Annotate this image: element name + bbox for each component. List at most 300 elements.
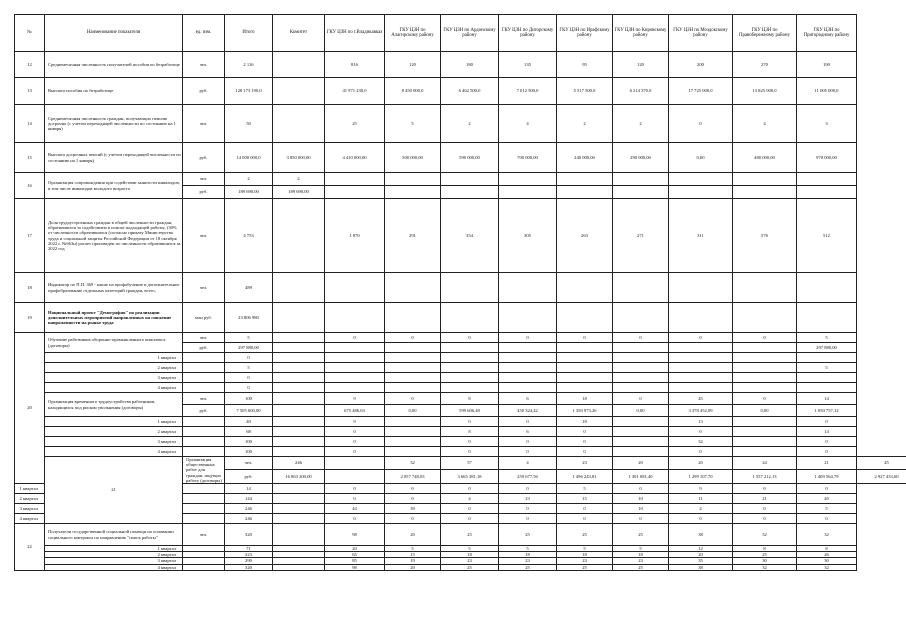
table-cell xyxy=(273,303,325,333)
table-cell xyxy=(325,363,385,373)
table-cell: 4 квартал xyxy=(15,514,45,524)
table-cell: 17 xyxy=(15,199,45,273)
table-cell: 20 xyxy=(385,564,441,570)
table-cell: 4 xyxy=(499,105,557,143)
table-cell: 0 xyxy=(499,484,557,494)
table-cell xyxy=(183,564,225,570)
table-cell: 3 квартал xyxy=(45,437,183,447)
table-cell xyxy=(183,437,225,447)
table-cell: 95 xyxy=(557,52,613,78)
table-cell: 4 квартал xyxy=(45,564,183,570)
table-cell: 8 xyxy=(441,427,499,437)
table-cell xyxy=(441,353,499,363)
table-row xyxy=(15,273,906,303)
table-cell xyxy=(797,186,857,199)
table-cell: 13 xyxy=(15,78,45,105)
table-cell: 599 606,48 xyxy=(441,405,499,417)
table-cell: 970 000,00 xyxy=(797,143,857,173)
table-row xyxy=(15,363,906,373)
table-cell: 100 xyxy=(225,447,273,457)
table-cell: чел. xyxy=(183,273,225,303)
table-cell: 1 557 212,13 xyxy=(733,469,797,483)
table-cell: 0 xyxy=(733,393,797,405)
table-cell: 5 xyxy=(225,363,273,373)
table-cell: 0 xyxy=(797,437,857,447)
table-cell xyxy=(273,78,325,105)
table-cell: 32 xyxy=(797,524,857,546)
table-cell xyxy=(441,303,499,333)
table-cell: 38 xyxy=(669,524,733,546)
table-cell: Национальный проект "Демография" по реализации дополнительных мероприятий направленных на снижение напряженности на рынке труда xyxy=(45,303,183,333)
table-cell: 23 806 980 xyxy=(225,303,273,333)
table-cell: чел. xyxy=(183,199,225,273)
table-cell xyxy=(733,273,797,303)
table-cell xyxy=(613,447,669,457)
table-cell xyxy=(441,383,499,393)
table-cell: 0 xyxy=(441,484,499,494)
table-row xyxy=(15,393,906,405)
table-cell: 5 xyxy=(557,546,613,552)
table-cell: 4 квартал xyxy=(45,447,183,457)
table-cell: Организация временного трудоустройства работников, находящихся под риском увольнения (договоры) xyxy=(45,393,183,417)
table-body xyxy=(15,52,906,571)
table-cell: 23 xyxy=(557,457,613,470)
table-row xyxy=(15,333,906,343)
table-cell: 65 xyxy=(325,552,385,558)
table-cell: 246 xyxy=(273,457,325,470)
table-cell xyxy=(613,353,669,363)
table-cell: 120 xyxy=(385,52,441,78)
table-cell xyxy=(273,494,325,504)
table-cell: 11 xyxy=(669,494,733,504)
table-cell: 0 xyxy=(797,447,857,457)
table-cell xyxy=(613,427,669,437)
table-cell: 21 xyxy=(797,457,857,470)
table-cell: 23 xyxy=(613,558,669,564)
table-cell: чел. xyxy=(183,105,225,143)
table-cell: 4 410 000,00 xyxy=(325,143,385,173)
table-cell: 128 173 190,0 xyxy=(225,78,273,105)
table-cell: 0 xyxy=(669,105,733,143)
table-cell xyxy=(273,333,325,343)
table-cell: 20 xyxy=(669,552,733,558)
table-cell: 23 xyxy=(499,494,557,504)
table-cell xyxy=(669,273,733,303)
table-cell: 16 863 200,00 xyxy=(273,469,325,483)
table-cell: 22 xyxy=(15,524,45,571)
table-cell: 0 xyxy=(613,393,669,405)
report-document xyxy=(14,14,899,571)
table-cell: руб. xyxy=(183,405,225,417)
table-cell xyxy=(733,173,797,186)
table-cell: 20 xyxy=(385,524,441,546)
table-cell: 3 квартал xyxy=(15,504,45,514)
table-cell: 19 xyxy=(15,303,45,333)
table-cell: 30 xyxy=(733,558,797,564)
table-cell xyxy=(385,186,441,199)
table-cell: 0 xyxy=(385,484,441,494)
column-header: Комитет xyxy=(273,15,325,52)
table-cell: 15 xyxy=(557,494,613,504)
table-cell xyxy=(273,514,325,524)
table-cell: 5 xyxy=(797,333,857,343)
table-cell: 9 xyxy=(325,393,385,405)
table-cell: 20 xyxy=(613,457,669,470)
table-cell: 0 xyxy=(557,427,613,437)
table-cell xyxy=(557,303,613,333)
table-cell: 25 xyxy=(325,105,385,143)
table-cell: 354 xyxy=(441,199,499,273)
table-cell: 0 xyxy=(557,504,613,514)
table-cell: 0 xyxy=(557,437,613,447)
table-cell: 32 xyxy=(385,457,441,470)
table-cell: 26 xyxy=(797,552,857,558)
table-cell: 32 xyxy=(733,564,797,570)
table-cell xyxy=(183,504,225,514)
table-cell: 0 xyxy=(325,427,385,437)
table-cell: 816 xyxy=(325,52,385,78)
table-cell: 25 xyxy=(733,552,797,558)
table-cell xyxy=(183,417,225,427)
table-cell: 200 xyxy=(669,52,733,78)
table-cell: 21 xyxy=(733,494,797,504)
table-cell xyxy=(325,173,385,186)
table-cell: 0 xyxy=(441,333,499,343)
table-cell: 9 xyxy=(669,484,733,494)
table-row xyxy=(15,373,906,383)
table-cell: 41 971 230,0 xyxy=(325,78,385,105)
table-cell: Обучение работников оборонно-промышленного комплекса (договоры) xyxy=(45,333,183,353)
table-cell: 246 xyxy=(225,504,273,514)
table-cell: Доля трудоустроенных граждан в общей численности граждан, обратившихся за содействием в поиске подходящей работы, (30% от численности обратившихся (согласно приказу Министерства труда и социальной защиты Российской Федерации от 18 октября 2022 г. №663н) расчет произведен по численности обратившихся за 2022 год xyxy=(45,199,183,273)
table-cell: 700 000,00 xyxy=(499,143,557,173)
table-cell: 3 665 381,18 xyxy=(441,469,499,483)
table-cell: 675 486,63 xyxy=(325,405,385,417)
table-cell: 25 xyxy=(613,564,669,570)
table-cell: руб. xyxy=(183,343,225,353)
table-cell: 0 xyxy=(325,437,385,447)
table-cell: 0 xyxy=(225,373,273,383)
table-cell xyxy=(273,405,325,417)
table-cell: 1 301 081,40 xyxy=(613,469,669,483)
table-cell: 98 xyxy=(325,524,385,546)
table-cell: 290 000,00 xyxy=(613,143,669,173)
table-row xyxy=(15,303,906,333)
table-cell: 1 299 107,70 xyxy=(669,469,733,483)
table-cell: 0,00 xyxy=(733,405,797,417)
table-cell: 7 505 600,00 xyxy=(225,405,273,417)
table-cell: 291 xyxy=(385,199,441,273)
table-cell xyxy=(183,484,225,494)
table-cell xyxy=(273,437,325,447)
table-cell xyxy=(733,427,797,437)
table-cell: 1 квартал xyxy=(45,353,183,363)
table-cell: 0 xyxy=(325,447,385,457)
table-cell: руб. xyxy=(225,469,273,483)
table-cell xyxy=(557,343,613,353)
table-cell xyxy=(183,514,225,524)
table-cell: 1 496 243,81 xyxy=(557,469,613,483)
table-cell: 5 517 500,0 xyxy=(557,78,613,105)
table-cell xyxy=(613,373,669,383)
table-cell: 1 870 xyxy=(325,199,385,273)
table-cell: млн руб. xyxy=(183,303,225,333)
table-cell xyxy=(557,186,613,199)
table-cell: 40 xyxy=(225,417,273,427)
table-cell: 0 xyxy=(325,484,385,494)
table-cell xyxy=(669,373,733,383)
table-cell: 240 000,00 xyxy=(557,143,613,173)
table-cell: 12 xyxy=(669,546,733,552)
table-cell xyxy=(183,427,225,437)
table-cell xyxy=(499,343,557,353)
table-cell: 6 462 500,0 xyxy=(441,78,499,105)
table-cell: 512 xyxy=(797,199,857,273)
table-cell: 25 xyxy=(613,524,669,546)
column-header: Итого xyxy=(225,15,273,52)
table-cell: 25 xyxy=(499,524,557,546)
table-cell xyxy=(733,417,797,427)
table-cell: 23 xyxy=(441,558,499,564)
table-cell: 8 xyxy=(441,393,499,405)
table-cell: 5 xyxy=(797,504,857,514)
table-cell: 100 xyxy=(225,437,273,447)
table-cell: 1 050 757,12 xyxy=(797,405,857,417)
table-cell: 24 xyxy=(733,457,797,470)
table-cell: 32 xyxy=(733,524,797,546)
table-cell: 8 xyxy=(797,546,857,552)
table-cell: 3 квартал xyxy=(45,558,183,564)
table-cell xyxy=(669,363,733,373)
table-cell: 2 xyxy=(613,105,669,143)
table-cell: 2 927 433,60 xyxy=(857,469,906,483)
table-cell xyxy=(325,273,385,303)
table-cell xyxy=(557,173,613,186)
table-cell: 0 xyxy=(733,484,797,494)
table-cell: 18 xyxy=(441,552,499,558)
column-header: ГКУ ЦЗН по г.Владикавказ xyxy=(325,15,385,52)
table-cell xyxy=(385,343,441,353)
table-cell xyxy=(183,353,225,363)
table-cell: 1 350 973,26 xyxy=(557,405,613,417)
table-cell xyxy=(273,52,325,78)
table-cell: 2 xyxy=(273,173,325,186)
table-cell xyxy=(557,373,613,383)
table-cell: 4 xyxy=(499,457,557,470)
table-cell: 45 xyxy=(857,457,906,470)
header-row xyxy=(15,15,906,52)
column-header: ГКУ ЦЗН по Пригородному району xyxy=(797,15,857,52)
table-cell: 3 квартал xyxy=(45,373,183,383)
table-cell: 18 xyxy=(557,393,613,405)
table-cell xyxy=(325,383,385,393)
table-cell: 23 xyxy=(499,558,557,564)
table-cell: 0 xyxy=(441,417,499,427)
table-row xyxy=(15,524,906,546)
column-header: ГКУ ЦЗН по Дигорскому району xyxy=(499,15,557,52)
table-cell: 1 квартал xyxy=(45,546,183,552)
table-cell xyxy=(733,303,797,333)
table-cell: 0 xyxy=(385,333,441,343)
table-cell: 259 677,56 xyxy=(499,469,557,483)
table-cell: 45 xyxy=(669,393,733,405)
column-header: Наименование показателя xyxy=(45,15,183,52)
table-cell: 0 xyxy=(733,504,797,514)
table-cell xyxy=(385,417,441,427)
table-cell xyxy=(183,363,225,373)
table-cell xyxy=(441,186,499,199)
table-cell xyxy=(669,343,733,353)
table-cell xyxy=(669,186,733,199)
table-row xyxy=(15,173,906,186)
table-cell: 0 xyxy=(557,333,613,343)
table-cell: 25 xyxy=(441,524,499,546)
table-cell: 5 xyxy=(385,546,441,552)
table-cell: 6 214 370,0 xyxy=(613,78,669,105)
table-row xyxy=(15,427,906,437)
table-cell xyxy=(499,363,557,373)
table-cell: 0 xyxy=(669,447,733,457)
table-cell: 0 xyxy=(499,437,557,447)
table-cell: 14 xyxy=(797,427,857,437)
table-cell: Среднемесячная численность граждан, получающих пенсию досрочно (с учетом переходящей численности по состоянию на 1 января) xyxy=(45,105,183,143)
table-header xyxy=(15,15,906,52)
table-cell: 189 690,00 xyxy=(273,186,325,199)
column-header: ГКУ ЦЗН по Ирафскому району xyxy=(557,15,613,52)
table-cell: 305 xyxy=(499,199,557,273)
table-cell: 2 квартал xyxy=(45,552,183,558)
table-cell: руб. xyxy=(183,78,225,105)
table-cell xyxy=(441,173,499,186)
table-cell: 297 880,00 xyxy=(797,343,857,353)
table-cell xyxy=(669,383,733,393)
table-cell xyxy=(183,383,225,393)
table-cell: 480 000,00 xyxy=(733,143,797,173)
table-cell: 32 xyxy=(669,437,733,447)
table-cell: 8 xyxy=(733,546,797,552)
table-cell: 13 xyxy=(669,417,733,427)
table-cell: 40 xyxy=(797,494,857,504)
table-cell xyxy=(183,373,225,383)
table-cell: чел. xyxy=(183,52,225,78)
table-cell: 32 xyxy=(797,564,857,570)
table-cell: 0 xyxy=(385,514,441,524)
table-cell: 2 xyxy=(441,105,499,143)
table-cell xyxy=(273,484,325,494)
table-cell xyxy=(499,173,557,186)
table-row xyxy=(15,383,906,393)
table-cell xyxy=(273,427,325,437)
table-cell: 13 825 000,0 xyxy=(733,78,797,105)
table-cell: Организация общественных работ для граждан, ищущих работу (договоры) xyxy=(183,457,225,484)
table-cell xyxy=(557,273,613,303)
table-cell: 50 xyxy=(225,105,273,143)
table-cell: 3 378 452,09 xyxy=(669,405,733,417)
table-cell: 489 xyxy=(225,273,273,303)
table-cell xyxy=(385,303,441,333)
table-cell: 19 xyxy=(385,558,441,564)
table-cell xyxy=(613,186,669,199)
table-cell: 4 753 xyxy=(225,199,273,273)
table-cell xyxy=(325,457,385,470)
table-cell xyxy=(273,343,325,353)
table-cell: 120 xyxy=(613,52,669,78)
column-header: ГКУ ЦЗН по Ардонскому району xyxy=(441,15,499,52)
table-cell xyxy=(613,417,669,427)
table-cell xyxy=(273,524,325,546)
table-cell: Выплата досрочных пенсий (с учетом переходящей численности по состоянию на 1 января) xyxy=(45,143,183,173)
table-cell: 18 xyxy=(499,552,557,558)
table-cell: 5 xyxy=(613,546,669,552)
table-cell: 0 xyxy=(325,494,385,504)
table-cell: 39 xyxy=(385,504,441,514)
table-cell: 0 xyxy=(613,484,669,494)
table-cell xyxy=(613,363,669,373)
table-cell: 16 xyxy=(15,173,45,199)
table-cell: 4 квартал xyxy=(45,383,183,393)
table-cell: 57 xyxy=(441,457,499,470)
table-cell: 18 xyxy=(613,552,669,558)
table-cell: 0 xyxy=(441,514,499,524)
table-cell: 2 квартал xyxy=(45,427,183,437)
table-cell: 270 xyxy=(733,52,797,78)
table-cell xyxy=(797,383,857,393)
table-cell: 6 xyxy=(499,427,557,437)
table-cell: 1 409 564,79 xyxy=(797,469,857,483)
table-cell: Получатели государственной социальной помощи на основании социального контракта по направлению "поиск работы" xyxy=(45,524,183,546)
table-cell: 98 xyxy=(325,564,385,570)
table-cell: 20 xyxy=(15,333,45,484)
table-cell: 3 xyxy=(797,105,857,143)
table-cell xyxy=(499,303,557,333)
table-cell xyxy=(499,383,557,393)
table-cell: 30 xyxy=(797,558,857,564)
table-cell: 0 xyxy=(225,383,273,393)
table-cell xyxy=(385,353,441,363)
table-cell: 0,00 xyxy=(385,405,441,417)
table-cell: 320 xyxy=(225,564,273,570)
table-cell: 1 квартал xyxy=(15,484,45,494)
table-cell: 576 xyxy=(733,199,797,273)
table-cell xyxy=(273,447,325,457)
table-cell xyxy=(385,173,441,186)
table-cell: чел. xyxy=(183,393,225,405)
table-cell: 180 xyxy=(441,52,499,78)
table-cell xyxy=(325,353,385,363)
table-cell: 0 xyxy=(797,484,857,494)
table-cell xyxy=(733,363,797,373)
table-cell xyxy=(273,105,325,143)
table-cell: 0 xyxy=(733,333,797,343)
table-cell: 7 012 500,0 xyxy=(499,78,557,105)
table-cell xyxy=(499,186,557,199)
table-cell: Организация сопровождения при содействии занятости инвалидов, в том числе инвалидов молодого возраста xyxy=(45,173,183,199)
table-cell: руб. xyxy=(183,186,225,199)
table-cell xyxy=(441,343,499,353)
table-cell: 5 xyxy=(557,484,613,494)
table-cell xyxy=(441,373,499,383)
table-cell: 2 квартал xyxy=(15,494,45,504)
table-cell xyxy=(557,383,613,393)
table-cell: 5 xyxy=(499,546,557,552)
table-cell: 35 xyxy=(669,558,733,564)
table-cell xyxy=(385,427,441,437)
table-cell: 0,00 xyxy=(669,143,733,173)
table-cell: 9 xyxy=(325,417,385,427)
table-cell: чел. xyxy=(183,333,225,343)
table-cell xyxy=(557,353,613,363)
table-cell: 21 xyxy=(45,457,183,524)
